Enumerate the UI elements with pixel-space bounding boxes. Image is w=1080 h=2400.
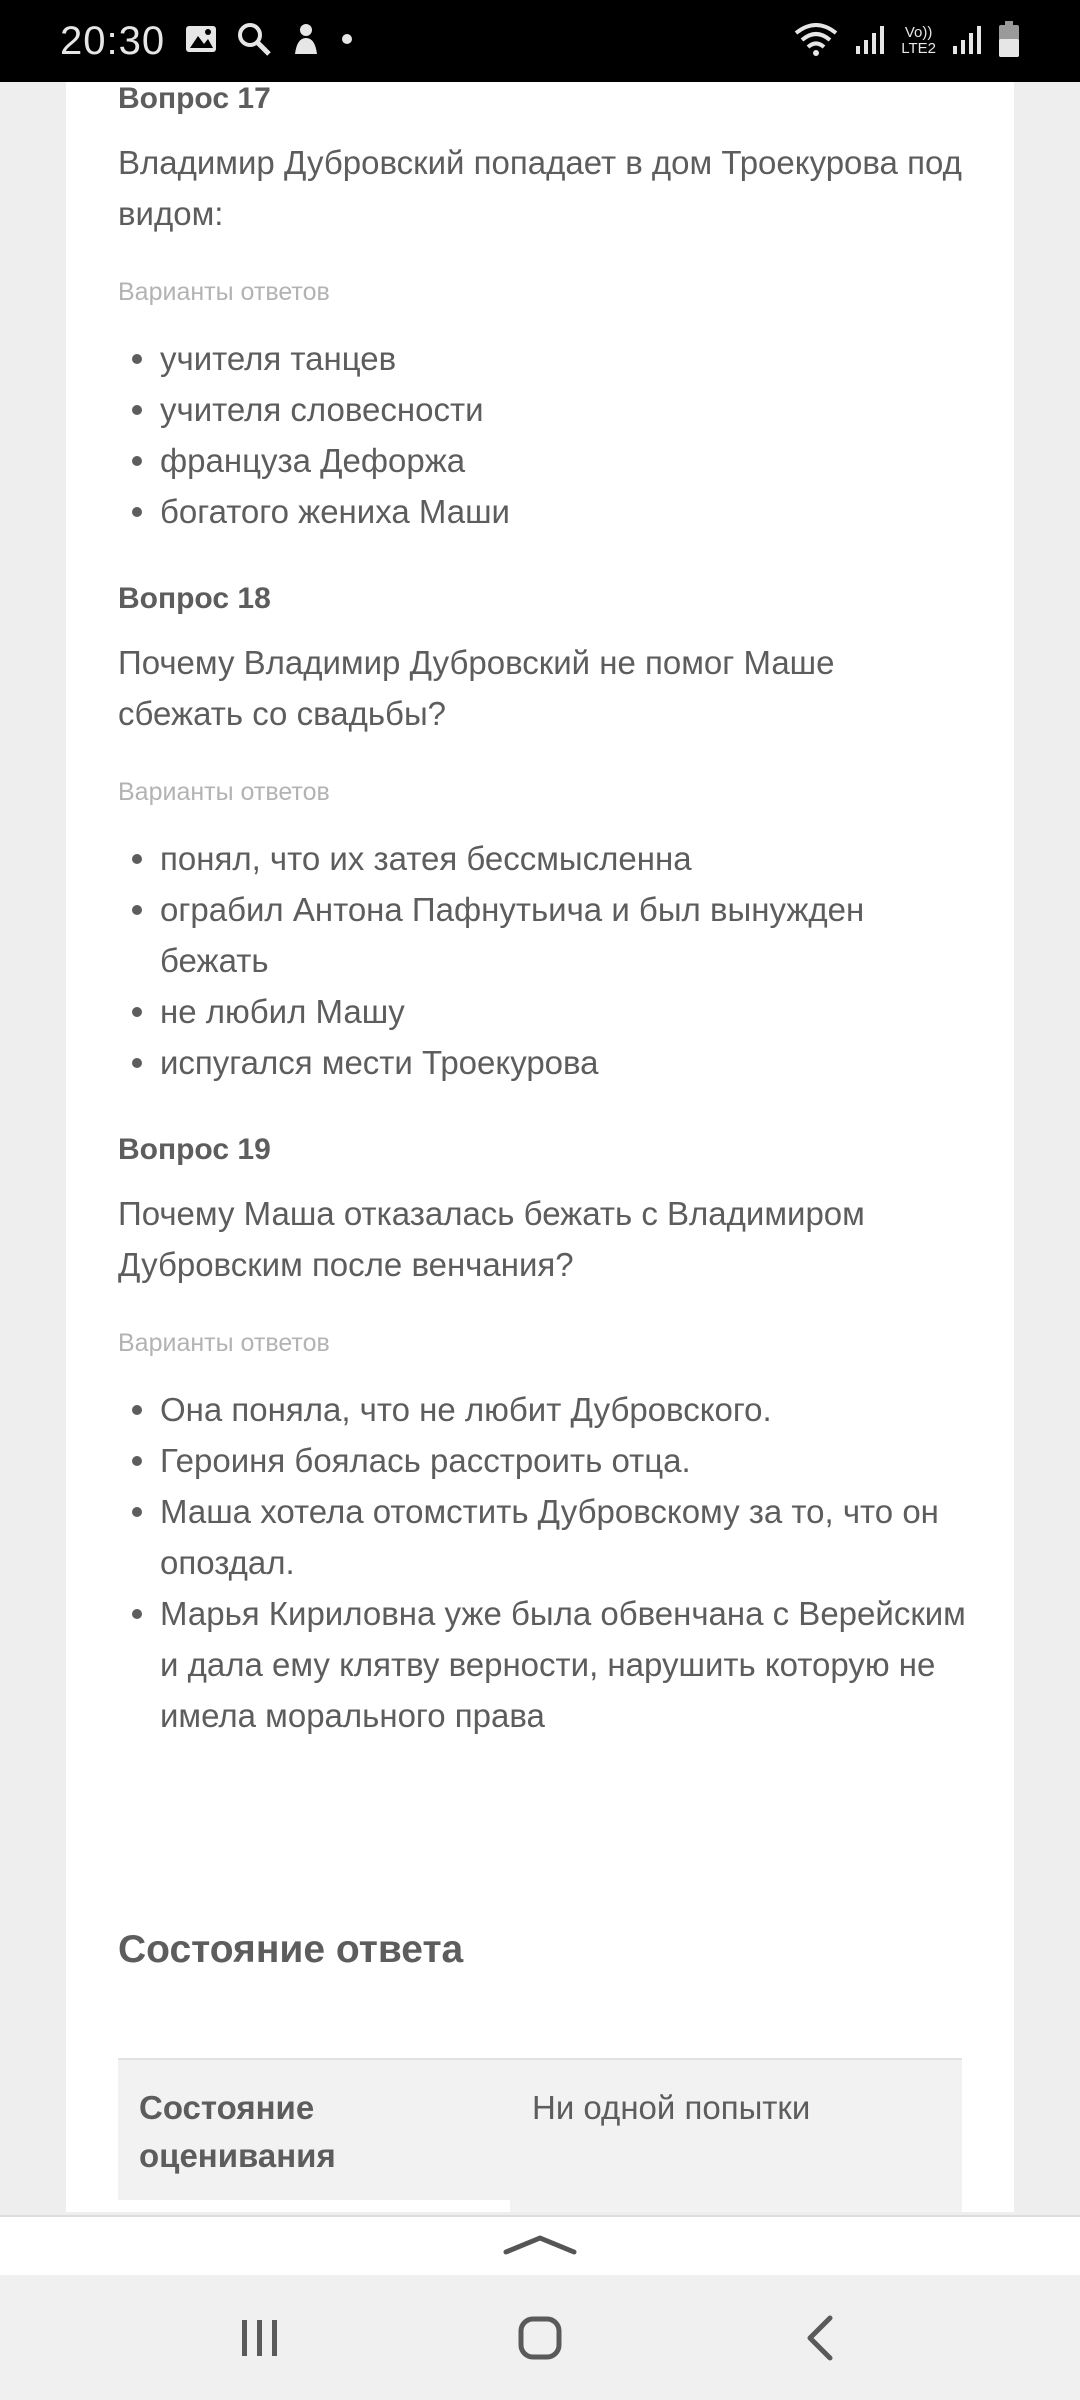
battery-icon: [998, 21, 1020, 62]
option-text: Героиня боялась расстроить отца.: [160, 1442, 691, 1479]
network-label: [901, 25, 936, 57]
options-list: [118, 1384, 968, 1741]
list-item: [118, 1588, 968, 1741]
option-text: учителя танцев: [160, 340, 397, 377]
network-label-bottom: LTE2: [901, 40, 936, 57]
question-number: Вопрос 19: [118, 1133, 271, 1166]
status-right: [793, 21, 1020, 62]
table-row-divider: [118, 2200, 510, 2212]
state-value: Ни одной попытки: [532, 2089, 811, 2126]
bullet-icon: [132, 1007, 142, 1017]
home-icon[interactable]: [516, 2314, 564, 2362]
back-button[interactable]: [760, 2288, 880, 2388]
bullet-icon: [132, 1609, 142, 1619]
options-label: Варианты ответов: [118, 1329, 330, 1357]
network-label-top: Vo)): [904, 24, 933, 41]
bullet-icon: [132, 854, 142, 864]
question-text: Почему Владимир Дубровский не помог Маше сбежать со свадьбы?: [118, 644, 835, 732]
search-icon: [237, 22, 271, 61]
quiz-page: [66, 82, 1014, 2212]
list-item: [118, 884, 968, 986]
bullet-icon: [132, 905, 142, 915]
list-item: [118, 1037, 968, 1088]
bullet-icon: [132, 1456, 142, 1466]
list-item: [118, 1384, 968, 1435]
list-item: [118, 986, 968, 1037]
question-text: Почему Маша отказалась бежать с Владимиром Дубровским после венчания?: [118, 1195, 865, 1283]
list-item: [118, 486, 968, 537]
option-text: богатого жениха Маши: [160, 493, 510, 530]
options-label: Варианты ответов: [118, 778, 330, 806]
options-list: [118, 833, 968, 1088]
list-item: [118, 1435, 968, 1486]
status-left: [60, 19, 353, 64]
signal-icon: [855, 24, 885, 59]
bullet-icon: [132, 405, 142, 415]
navigation-bar: [0, 2275, 1080, 2400]
image-icon: [185, 24, 217, 59]
list-item: [118, 333, 968, 384]
option-text: испугался мести Троекурова: [160, 1044, 599, 1081]
back-icon[interactable]: [800, 2314, 840, 2362]
option-text: учителя словесности: [160, 391, 484, 428]
question-text: Владимир Дубровский попадает в дом Троекурова под видом:: [118, 144, 962, 232]
recent-apps-icon[interactable]: [238, 2316, 282, 2360]
signal-icon: [952, 24, 982, 59]
options-label: Варианты ответов: [118, 278, 330, 306]
bullet-icon: [132, 1058, 142, 1068]
option-text: понял, что их затея бессмысленна: [160, 840, 692, 877]
option-text: ограбил Антона Пафнутьича и был вынужден бежать: [160, 891, 865, 979]
bullet-icon: [132, 354, 142, 364]
list-item: [118, 435, 968, 486]
home-button[interactable]: [480, 2288, 600, 2388]
question-number: Вопрос 17: [118, 82, 271, 115]
list-item: [118, 384, 968, 435]
option-text: не любил Машу: [160, 993, 405, 1030]
bottom-drawer[interactable]: [0, 2215, 1080, 2275]
option-text: француза Дефоржа: [160, 442, 466, 479]
option-text: Маша хотела отомстить Дубровскому за то, что он опоздал.: [160, 1493, 939, 1581]
recent-apps-button[interactable]: [200, 2288, 320, 2388]
state-label: Состояние оценивания: [139, 2089, 336, 2174]
dot-icon: [341, 32, 353, 50]
option-text: Марья Кириловна уже была обвенчана с Верейским и дала ему клятву верности, нарушить которую не имела морального права: [160, 1595, 966, 1734]
question-number: Вопрос 18: [118, 582, 271, 615]
notification-app-icon: [291, 22, 321, 61]
status-time: 20:30: [60, 18, 166, 63]
bullet-icon: [132, 456, 142, 466]
list-item: [118, 1486, 968, 1588]
option-text: Она поняла, что не любит Дубровского.: [160, 1391, 772, 1428]
bullet-icon: [132, 1507, 142, 1517]
status-bar: [0, 0, 1080, 82]
answer-state-table: [118, 2058, 962, 2212]
chevron-up-icon[interactable]: [502, 2232, 578, 2261]
bullet-icon: [132, 1405, 142, 1415]
answer-state-title: Состояние ответа: [118, 1928, 464, 1971]
options-list: [118, 333, 968, 537]
wifi-icon: [793, 21, 839, 62]
list-item: [118, 833, 968, 884]
bullet-icon: [132, 507, 142, 517]
